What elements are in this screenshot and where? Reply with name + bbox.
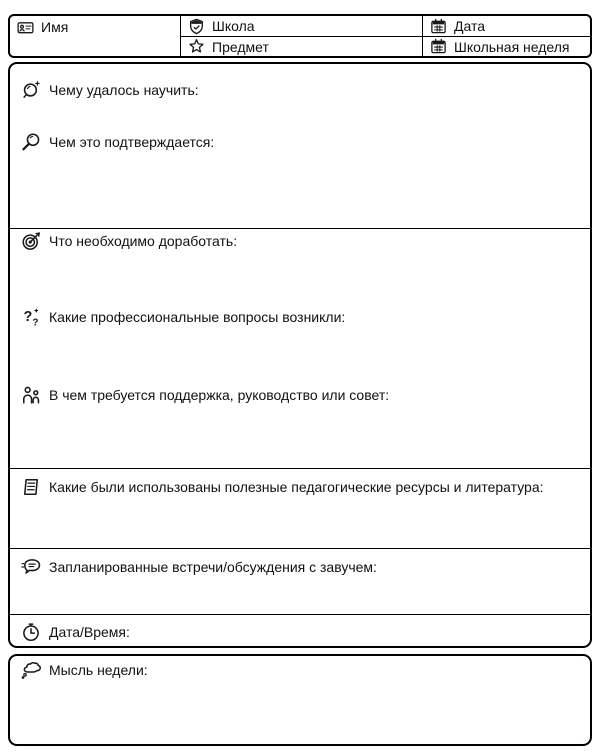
questions-writing-area[interactable]	[10, 327, 590, 383]
prompt-evidence	[10, 132, 590, 152]
prompt-evidence-label: Чем это подтверждается:	[49, 134, 215, 150]
prompt-improve-label: Что необходимо доработать:	[49, 233, 238, 249]
questions-block	[10, 305, 590, 383]
section-learned-evidence	[10, 64, 590, 228]
notebook-icon	[21, 477, 41, 497]
svg-text:?: ?	[32, 317, 39, 327]
name-field[interactable]	[10, 16, 180, 56]
prompt-thought	[10, 660, 590, 680]
prompt-questions-label: Какие профессиональные вопросы возникли:	[49, 309, 346, 325]
star-icon	[188, 38, 205, 55]
school-week-field[interactable]	[422, 36, 590, 56]
school-shield-icon	[188, 18, 205, 35]
id-card-icon	[17, 19, 34, 36]
section-resources	[10, 468, 590, 548]
sparkle-lens-icon	[21, 80, 41, 100]
name-label: Имя	[41, 19, 69, 35]
date-label: Дата	[454, 18, 486, 34]
clock-icon	[21, 622, 41, 642]
improve-writing-area[interactable]	[10, 251, 590, 305]
prompt-meetings	[10, 557, 590, 577]
section-meetings	[10, 548, 590, 614]
prompt-thought-label: Мысль недели:	[49, 662, 148, 678]
school-week-label: Школьная неделя	[454, 38, 570, 55]
meetings-writing-area[interactable]	[10, 577, 590, 614]
prompt-questions	[10, 307, 590, 327]
support-writing-area[interactable]	[10, 405, 590, 468]
prompt-support-label: В чем требуется поддержка, руководство или совет:	[49, 387, 390, 403]
improve-block	[10, 229, 590, 305]
header-table	[8, 14, 592, 58]
target-icon	[21, 231, 41, 251]
thought-writing-area[interactable]	[10, 680, 590, 744]
support-block	[10, 383, 590, 468]
speech-bubble-icon	[21, 557, 41, 577]
prompt-learned-label: Чему удалось научить:	[49, 82, 199, 98]
prompt-meetings-label: Запланированные встречи/обсуждения с завучем:	[49, 559, 377, 575]
section-datetime	[10, 614, 590, 646]
thought-box	[8, 654, 592, 746]
svg-text:?: ?	[23, 308, 33, 325]
question-marks-icon	[21, 307, 41, 327]
calendar-icon	[430, 38, 447, 55]
resources-writing-area[interactable]	[10, 497, 590, 548]
people-icon	[21, 385, 41, 405]
prompt-resources	[10, 477, 590, 497]
school-label: Школа	[212, 18, 255, 34]
school-field[interactable]	[180, 16, 422, 36]
prompt-improve	[10, 231, 590, 251]
prompt-learned	[10, 80, 590, 100]
subject-field[interactable]	[180, 36, 422, 56]
form-body	[8, 62, 592, 648]
thought-cloud-icon	[21, 660, 41, 680]
prompt-datetime	[10, 622, 138, 642]
evidence-block	[10, 120, 590, 228]
learned-block	[10, 64, 590, 120]
prompt-support	[10, 385, 590, 405]
date-field[interactable]	[422, 16, 590, 36]
calendar-icon	[430, 18, 447, 35]
subject-label: Предмет	[212, 38, 269, 55]
prompt-resources-label: Какие были использованы полезные педагогические ресурсы и литература:	[49, 479, 544, 495]
learned-writing-area[interactable]	[10, 100, 590, 120]
magnifying-glass-icon	[21, 132, 41, 152]
evidence-writing-area[interactable]	[10, 152, 590, 228]
datetime-writing-area[interactable]	[138, 615, 590, 646]
section-improve-questions-support	[10, 228, 590, 468]
prompt-datetime-label: Дата/Время:	[49, 624, 130, 640]
